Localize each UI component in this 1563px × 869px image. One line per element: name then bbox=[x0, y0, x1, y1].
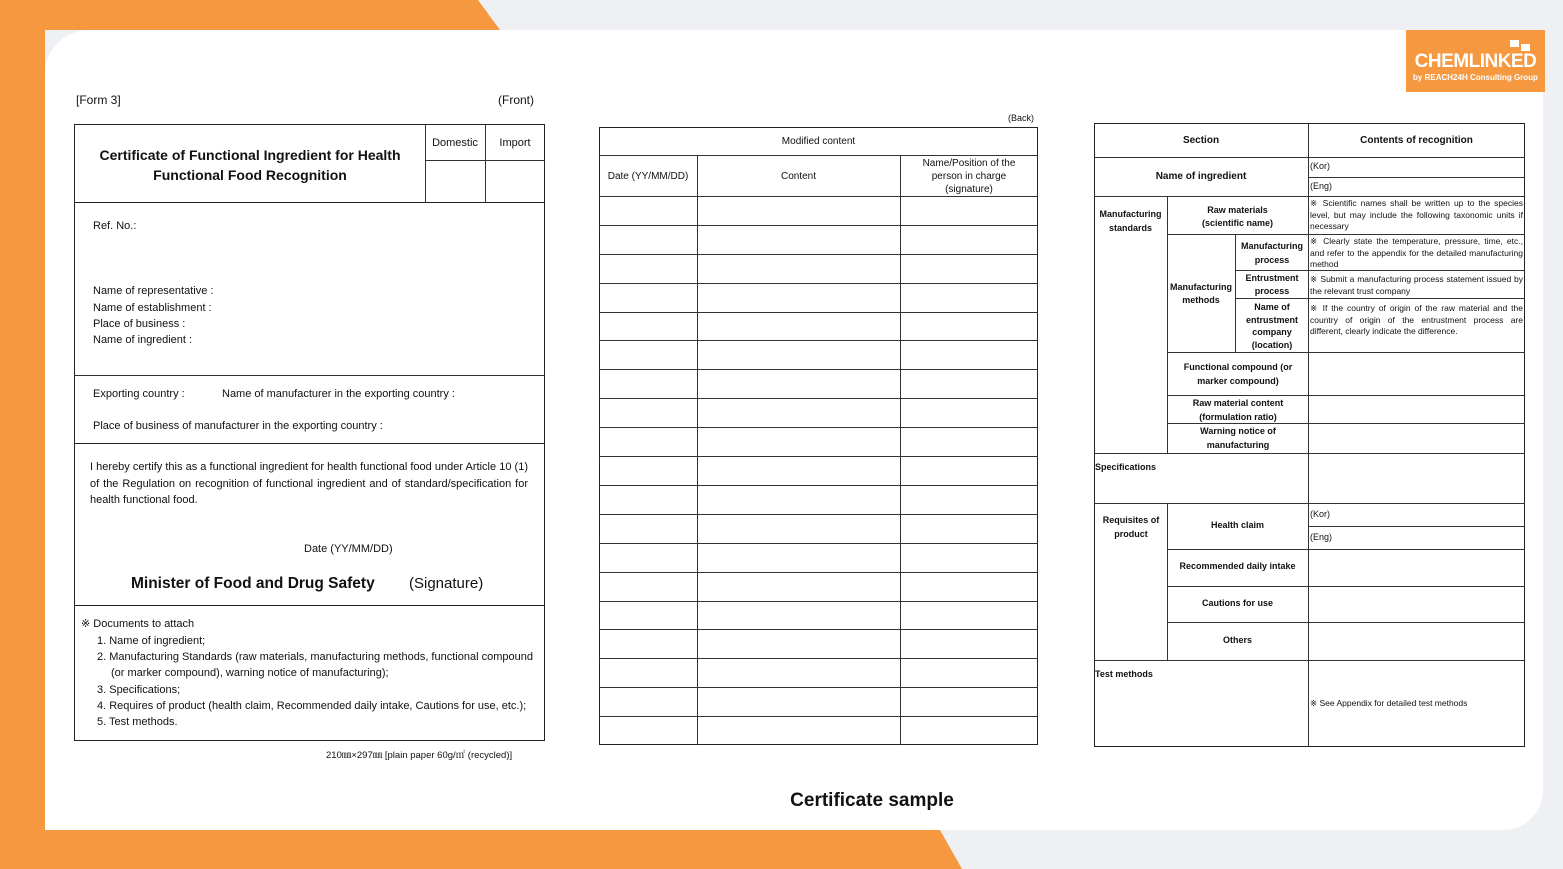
table-row-line bbox=[599, 254, 1038, 255]
entrustment-process-label: Entrustment process bbox=[1245, 273, 1299, 296]
table-row-line bbox=[599, 312, 1038, 313]
document-item: 3. Specifications; bbox=[97, 684, 181, 696]
raw-material-content-label: Raw material content (formulation ratio) bbox=[1192, 398, 1284, 422]
ref-no: Ref. No.: bbox=[93, 220, 137, 232]
table-row-line bbox=[599, 658, 1038, 659]
front-label: (Front) bbox=[498, 93, 534, 107]
ingredient-name-label: Name of ingredient bbox=[1155, 171, 1247, 182]
content-column-header: Content bbox=[780, 171, 817, 182]
functional-compound-label: Functional compound (or marker compound) bbox=[1183, 362, 1293, 386]
table-row-line bbox=[599, 485, 1038, 486]
table-row-line bbox=[599, 340, 1038, 341]
import-label: Import bbox=[499, 137, 531, 149]
raw-materials-note: ※ Scientific names shall be written up to the species level, but may include the following taxonomic units if necessary bbox=[1310, 198, 1523, 231]
document-item: 2. Manufacturing Standards (raw materials, manufacturing methods, functional compound bbox=[97, 651, 533, 663]
entrustment-company-label: Name of entrustment company (location) bbox=[1245, 302, 1298, 350]
manufacturer-name-field: Name of manufacturer in the exporting country : bbox=[222, 388, 455, 400]
certificate-title-line2: Functional Food Recognition bbox=[153, 167, 347, 183]
warning-notice-label: Warning notice of manufacturing bbox=[1200, 426, 1276, 450]
place-of-business-field: Place of business : bbox=[93, 318, 186, 330]
entrustment-process-note: ※ Submit a manufacturing process statement issued by the relevant trust company bbox=[1310, 274, 1523, 296]
manufacturer-place-field: Place of business of manufacturer in the exporting country : bbox=[93, 420, 383, 432]
document-item: 4. Requires of product (health claim, Recommended daily intake, Cautions for use, etc.); bbox=[97, 700, 527, 712]
document-item: 5. Test methods. bbox=[97, 716, 178, 728]
contents-header: Contents of recognition bbox=[1360, 135, 1473, 146]
table-row-line bbox=[599, 398, 1038, 399]
table-row-line bbox=[599, 456, 1038, 457]
section-header: Section bbox=[1182, 135, 1220, 146]
manufacturing-process-note: ※ Clearly state the temperature, pressure, time, etc., and refer to the appendix for the detailed manufacturing method bbox=[1310, 236, 1523, 269]
person-column-header: Name/Position of the person in charge (signature) bbox=[922, 158, 1016, 195]
form-label: [Form 3] bbox=[76, 93, 121, 107]
date-field: Date (YY/MM/DD) bbox=[304, 543, 393, 555]
english-label: (Eng) bbox=[1310, 181, 1333, 191]
table-row-line bbox=[599, 514, 1038, 515]
table-row-line bbox=[599, 572, 1038, 573]
ingredient-name-field: Name of ingredient : bbox=[93, 334, 193, 346]
back-label: (Back) bbox=[1008, 113, 1035, 123]
paper-note: 210㎜×297㎜ [plain paper 60g/㎡ (recycled)] bbox=[326, 750, 513, 761]
table-row-line bbox=[599, 687, 1038, 688]
document-item: (or marker compound), warning notice of manufacturing); bbox=[111, 667, 389, 679]
cautions-label: Cautions for use bbox=[1201, 598, 1273, 608]
entrustment-company-note: ※ If the country of origin of the raw material and the country of origin of the entrustment process are different, clearly indicate the difference. bbox=[1310, 303, 1523, 336]
logo-name: CHEMLINKED bbox=[1414, 51, 1537, 72]
minister-name: Minister of Food and Drug Safety bbox=[131, 575, 375, 592]
table-row-line bbox=[599, 427, 1038, 428]
table-row-line bbox=[599, 225, 1038, 226]
health-claim-label: Health claim bbox=[1210, 520, 1265, 530]
chemlinked-logo bbox=[1406, 30, 1545, 92]
specifications-label: Specifications bbox=[1095, 462, 1157, 472]
korean-label: (Kor) bbox=[1310, 161, 1330, 171]
manufacturing-methods-label: Manufacturing methods bbox=[1170, 282, 1232, 305]
establishment-field: Name of establishment : bbox=[93, 302, 212, 314]
certify-statement: I hereby certify this as a functional ingredient for health functional food under Article 10 (1) of the Regulation on recognition of functional ingredient and of standard/specification for health functional food. bbox=[90, 461, 528, 506]
test-methods-label: Test methods bbox=[1095, 669, 1153, 679]
table-row-line bbox=[599, 716, 1038, 717]
caption: Certificate sample bbox=[790, 790, 954, 811]
domestic-label: Domestic bbox=[432, 137, 478, 149]
signature-label: (Signature) bbox=[409, 575, 484, 592]
test-methods-note: ※ See Appendix for detailed test methods bbox=[1310, 698, 1468, 708]
table-row-line bbox=[599, 369, 1038, 370]
health-claim-english: (Eng) bbox=[1310, 532, 1333, 542]
logo-sub: by REACH24H Consulting Group bbox=[1413, 73, 1538, 82]
modified-content-header: Modified content bbox=[781, 136, 856, 147]
representative-field: Name of representative : bbox=[93, 285, 214, 297]
table-row-line bbox=[599, 543, 1038, 544]
requisites-label: Requisites of product bbox=[1102, 515, 1160, 539]
table-row-line bbox=[599, 601, 1038, 602]
modification-table bbox=[599, 127, 1038, 745]
manufacturing-process-label: Manufacturing process bbox=[1241, 241, 1303, 265]
daily-intake-label: Recommended daily intake bbox=[1179, 561, 1296, 571]
exporting-country-field: Exporting country : bbox=[93, 388, 185, 400]
document-item: 1. Name of ingredient; bbox=[97, 635, 206, 647]
raw-materials-label: Raw materials (scientific name) bbox=[1201, 205, 1274, 228]
date-column-header: Date (YY/MM/DD) bbox=[607, 171, 689, 182]
certificate-title-line1: Certificate of Functional Ingredient for Health bbox=[99, 147, 401, 163]
documents-title: ※ Documents to attach bbox=[81, 618, 195, 630]
table-row-line bbox=[599, 629, 1038, 630]
table-row-line bbox=[599, 283, 1038, 284]
manufacturing-standards-label: Manufacturing standards bbox=[1099, 209, 1162, 233]
health-claim-korean: (Kor) bbox=[1310, 509, 1330, 519]
others-label: Others bbox=[1222, 635, 1252, 645]
